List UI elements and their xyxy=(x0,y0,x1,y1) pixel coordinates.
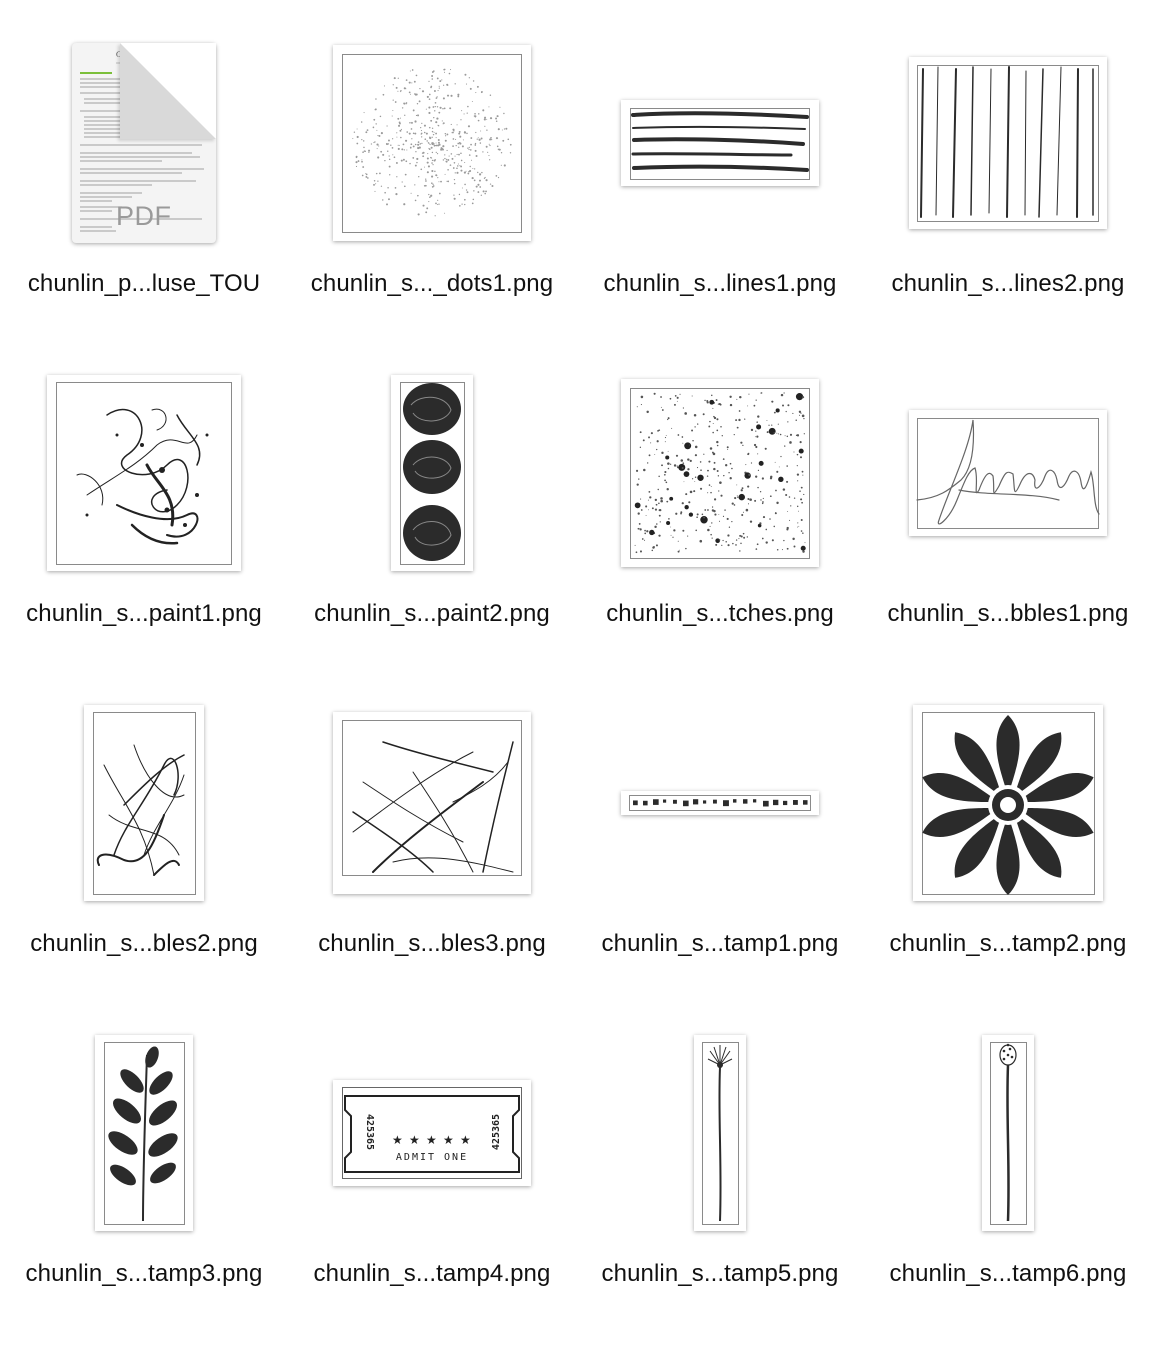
pdf-badge: PDF xyxy=(116,201,172,231)
file-thumbnail xyxy=(576,38,864,248)
file-name: chunlin_s...paint2.png xyxy=(314,600,550,627)
file-thumbnail xyxy=(864,1028,1152,1238)
stamp4-brush-preview xyxy=(333,1080,531,1186)
file-item[interactable] xyxy=(576,990,864,1320)
stamp1-brush-preview xyxy=(621,791,819,815)
ticket-admit-text: ADMIT ONE xyxy=(395,1152,469,1163)
file-item[interactable] xyxy=(288,330,576,660)
file-thumbnail xyxy=(0,38,288,248)
scribbles3-brush-preview xyxy=(333,712,531,894)
svg-text:★: ★ xyxy=(460,1133,471,1147)
file-thumbnail xyxy=(864,368,1152,578)
file-name: chunlin_s...tamp3.png xyxy=(25,1260,263,1287)
file-item[interactable] xyxy=(864,330,1152,660)
file-name: chunlin_s...tamp1.png xyxy=(601,930,839,957)
file-name: chunlin_s...bles3.png xyxy=(318,930,546,957)
file-item[interactable] xyxy=(576,330,864,660)
file-thumbnail xyxy=(288,38,576,248)
paint1-brush-preview xyxy=(47,375,241,571)
lines1-brush-preview xyxy=(621,100,819,186)
page-curl-icon xyxy=(120,43,216,139)
file-thumbnail xyxy=(288,698,576,908)
stamp6-brush-preview xyxy=(982,1035,1034,1231)
file-item[interactable] xyxy=(864,660,1152,990)
file-item[interactable] xyxy=(288,0,576,330)
scribbles1-brush-preview xyxy=(909,410,1107,536)
svg-text:★: ★ xyxy=(443,1133,454,1147)
file-thumbnail xyxy=(288,368,576,578)
file-thumbnail xyxy=(864,698,1152,908)
lines2-brush-preview xyxy=(909,57,1107,229)
file-thumbnail xyxy=(0,368,288,578)
stamp2-brush-preview xyxy=(913,705,1103,901)
ticket-number-right: 425365 xyxy=(491,1113,502,1151)
file-thumbnail xyxy=(0,698,288,908)
file-thumbnail xyxy=(576,698,864,908)
file-thumbnail xyxy=(0,1028,288,1238)
file-name: chunlin_s..._dots1.png xyxy=(310,270,554,297)
svg-text:★: ★ xyxy=(426,1133,437,1147)
dots-brush-preview xyxy=(333,45,531,241)
svg-text:★: ★ xyxy=(392,1133,403,1147)
splatches-brush-preview xyxy=(621,379,819,567)
file-name: chunlin_s...tamp5.png xyxy=(601,1260,839,1287)
paint2-brush-preview xyxy=(391,375,473,571)
file-name: chunlin_s...tamp4.png xyxy=(313,1260,551,1287)
file-item[interactable] xyxy=(288,660,576,990)
svg-text:★: ★ xyxy=(409,1133,420,1147)
file-name: chunlin_s...tamp6.png xyxy=(889,1260,1127,1287)
file-item[interactable] xyxy=(0,990,288,1320)
file-thumbnail xyxy=(288,1028,576,1238)
stamp5-brush-preview xyxy=(694,1035,746,1231)
file-name: chunlin_s...lines1.png xyxy=(603,270,837,297)
file-thumbnail xyxy=(576,368,864,578)
file-item[interactable] xyxy=(288,990,576,1320)
file-item[interactable] xyxy=(0,660,288,990)
file-name: chunlin_s...lines2.png xyxy=(891,270,1125,297)
file-name: chunlin_s...bbles1.png xyxy=(887,600,1129,627)
file-item[interactable] xyxy=(576,0,864,330)
file-name: chunlin_s...bles2.png xyxy=(30,930,258,957)
file-item[interactable] xyxy=(864,990,1152,1320)
file-item[interactable] xyxy=(0,0,288,330)
scribbles2-brush-preview xyxy=(84,705,204,901)
file-name: chunlin_s...paint1.png xyxy=(26,600,262,627)
file-thumbnail xyxy=(864,38,1152,248)
file-name: chunlin_s...tamp2.png xyxy=(889,930,1127,957)
file-name: chunlin_s...tches.png xyxy=(606,600,834,627)
file-item[interactable] xyxy=(576,660,864,990)
file-item[interactable] xyxy=(864,0,1152,330)
ticket-number-left: 425365 xyxy=(364,1113,375,1151)
pdf-doc-heading: CHUNLIN DESIGN xyxy=(116,50,184,59)
file-item[interactable] xyxy=(0,330,288,660)
file-thumbnail xyxy=(576,1028,864,1238)
stamp3-brush-preview xyxy=(95,1035,193,1231)
file-name: chunlin_p...luse_TOU xyxy=(27,270,261,297)
pdf-document-icon xyxy=(72,43,216,243)
